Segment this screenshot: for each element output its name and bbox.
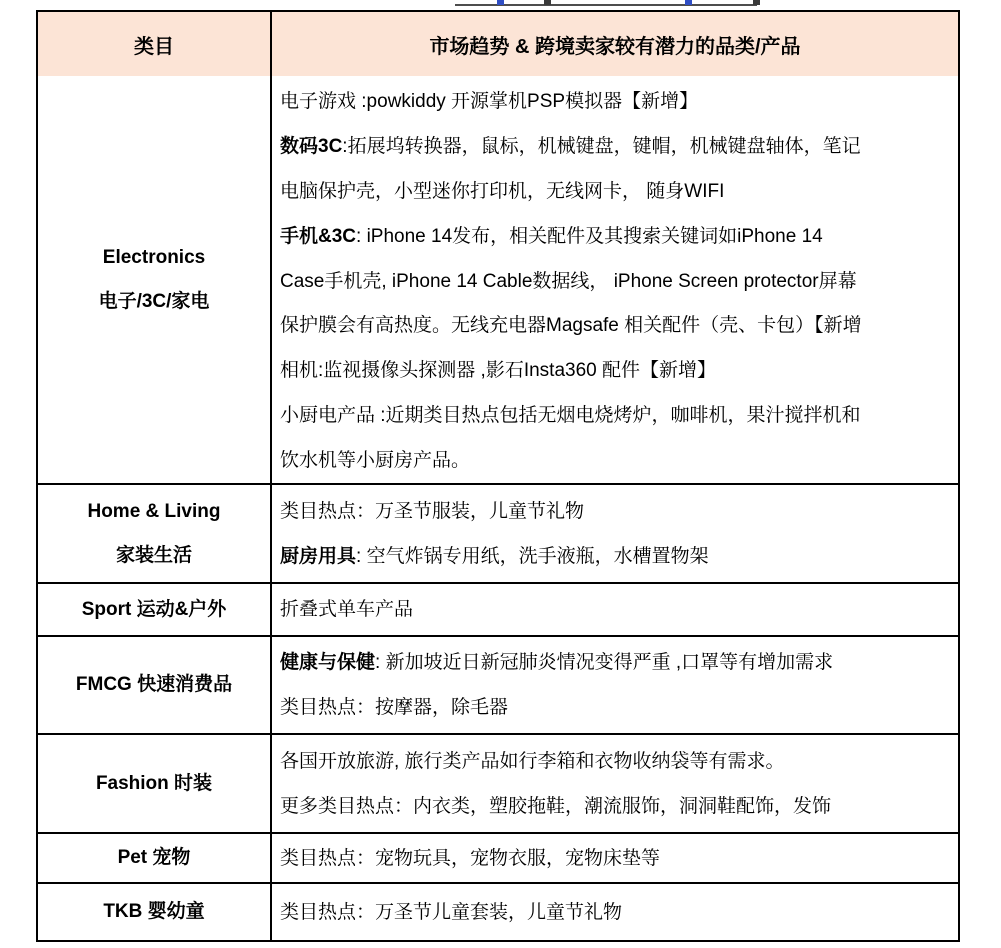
row-fmcg <box>38 635 958 733</box>
trends-cell-pet <box>272 834 958 882</box>
row-fashion <box>38 733 958 832</box>
trend-text: : 空气炸锅专用纸，洗手液瓶，水槽置物架 <box>356 545 709 567</box>
category-label: TKB 婴幼童 <box>103 901 205 922</box>
trend-text-line <box>280 685 958 730</box>
trend-subcategory-label: 健康与保健 <box>280 652 376 673</box>
trend-text-line <box>280 836 958 881</box>
trend-subcategory-label: 手机&3C <box>280 225 357 247</box>
trends-cell-fashion <box>272 735 958 832</box>
trend-text-line <box>280 739 958 784</box>
header-cell-category: 类目 <box>38 12 272 76</box>
category-label: Electronics <box>102 246 206 268</box>
trend-text: : 新加坡近日新冠肺炎情况变得严重 ,口罩等有增加需求 <box>375 652 834 673</box>
trend-text: 折叠式单车产品 <box>280 599 414 620</box>
category-trends-table <box>36 10 960 942</box>
trend-text-line <box>280 587 958 632</box>
trend-text-line <box>280 438 958 483</box>
trend-text-line <box>280 784 958 829</box>
category-label: Pet 宠物 <box>117 847 191 868</box>
category-cell-home-living <box>38 485 272 582</box>
category-label: 电子/3C/家电 <box>98 290 210 312</box>
trends-cell-home-living <box>272 485 958 582</box>
trends-cell-sport <box>272 584 958 635</box>
trend-text: 类目热点：万圣节儿童套装，儿童节礼物 <box>280 901 623 923</box>
category-cell-electronics <box>38 76 272 483</box>
header-cell-trends: 市场趋势 & 跨境卖家较有潜力的品类/产品 <box>429 35 801 58</box>
category-label: Sport 运动&户外 <box>81 598 227 620</box>
trend-text-line <box>280 534 958 579</box>
trend-text-line <box>280 393 958 438</box>
trend-text: :拓展坞转换器，鼠标，机械键盘，键帽，机械键盘轴体，笔记 <box>342 135 861 157</box>
trend-text: 保护膜会有高热度。无线充电器Magsafe 相关配件（壳、卡包）【新增 <box>280 315 862 337</box>
category-cell-sport <box>38 584 272 635</box>
trend-text-line <box>280 124 958 169</box>
trend-text-line <box>280 348 958 393</box>
trend-text: 饮水机等小厨房产品。 <box>280 450 471 472</box>
row-electronics <box>38 76 958 483</box>
trend-text-line <box>280 259 958 304</box>
trend-text-line <box>280 79 958 124</box>
row-home-living <box>38 483 958 582</box>
row-tkb <box>38 882 958 940</box>
trend-text: 类目热点：宠物玩具，宠物衣服，宠物床垫等 <box>280 847 661 869</box>
row-sport <box>38 582 958 635</box>
category-label: FMCG 快速消费品 <box>75 674 233 695</box>
trend-text: 小厨电产品 :近期类目热点包括无烟电烧烤炉，咖啡机，果汁搅拌机和 <box>280 405 861 427</box>
category-label: Fashion 时装 <box>95 772 213 794</box>
trend-text-line <box>280 489 958 534</box>
trend-text-line <box>280 214 958 259</box>
trend-text-line <box>280 169 958 214</box>
trend-text: 类目热点：万圣节服装，儿童节礼物 <box>280 500 585 522</box>
trend-text-line <box>280 890 958 935</box>
trend-text: 类目热点：按摩器，除毛器 <box>280 697 509 718</box>
trend-text: 相机:监视摄像头探测器 ,影石Insta360 配件【新增】 <box>280 360 717 382</box>
trends-cell-fmcg <box>272 637 958 733</box>
trend-text-line <box>280 303 958 348</box>
remnant-mark <box>753 0 760 5</box>
trend-text: 电脑保护壳，小型迷你打印机，无线网卡， 随身WIFI <box>280 180 725 202</box>
category-cell-pet <box>38 834 272 882</box>
trend-subcategory-label: 数码3C <box>280 135 343 157</box>
category-cell-tkb <box>38 884 272 940</box>
trends-cell-electronics <box>272 76 958 483</box>
trend-table-body <box>38 76 958 940</box>
category-label: Home & Living <box>87 500 221 522</box>
category-cell-fashion <box>38 735 272 832</box>
trend-text: 各国开放旅游, 旅行类产品如行李箱和衣物收纳袋等有需求。 <box>280 750 785 772</box>
remnant-mark <box>497 0 504 5</box>
category-label: 家装生活 <box>115 544 192 566</box>
trend-text-line <box>280 640 958 685</box>
row-pet <box>38 832 958 882</box>
trends-cell-tkb <box>272 884 958 940</box>
trend-text: 更多类目热点：内衣类，塑胶拖鞋，潮流服饰，洞洞鞋配饰，发饰 <box>280 795 832 817</box>
category-cell-fmcg <box>38 637 272 733</box>
trend-text: Case手机壳, iPhone 14 Cable数据线， iPhone Screen protector屏幕 <box>280 270 857 292</box>
remnant-mark <box>544 0 551 5</box>
remnant-mark <box>685 0 692 5</box>
table-header-row <box>38 12 958 76</box>
trend-text: 电子游戏 :powkiddy 开源掌机PSP模拟器【新增】 <box>280 91 699 112</box>
trend-text: : iPhone 14发布，相关配件及其搜索关键词如iPhone 14 <box>356 225 823 247</box>
trend-subcategory-label: 厨房用具 <box>280 545 357 567</box>
